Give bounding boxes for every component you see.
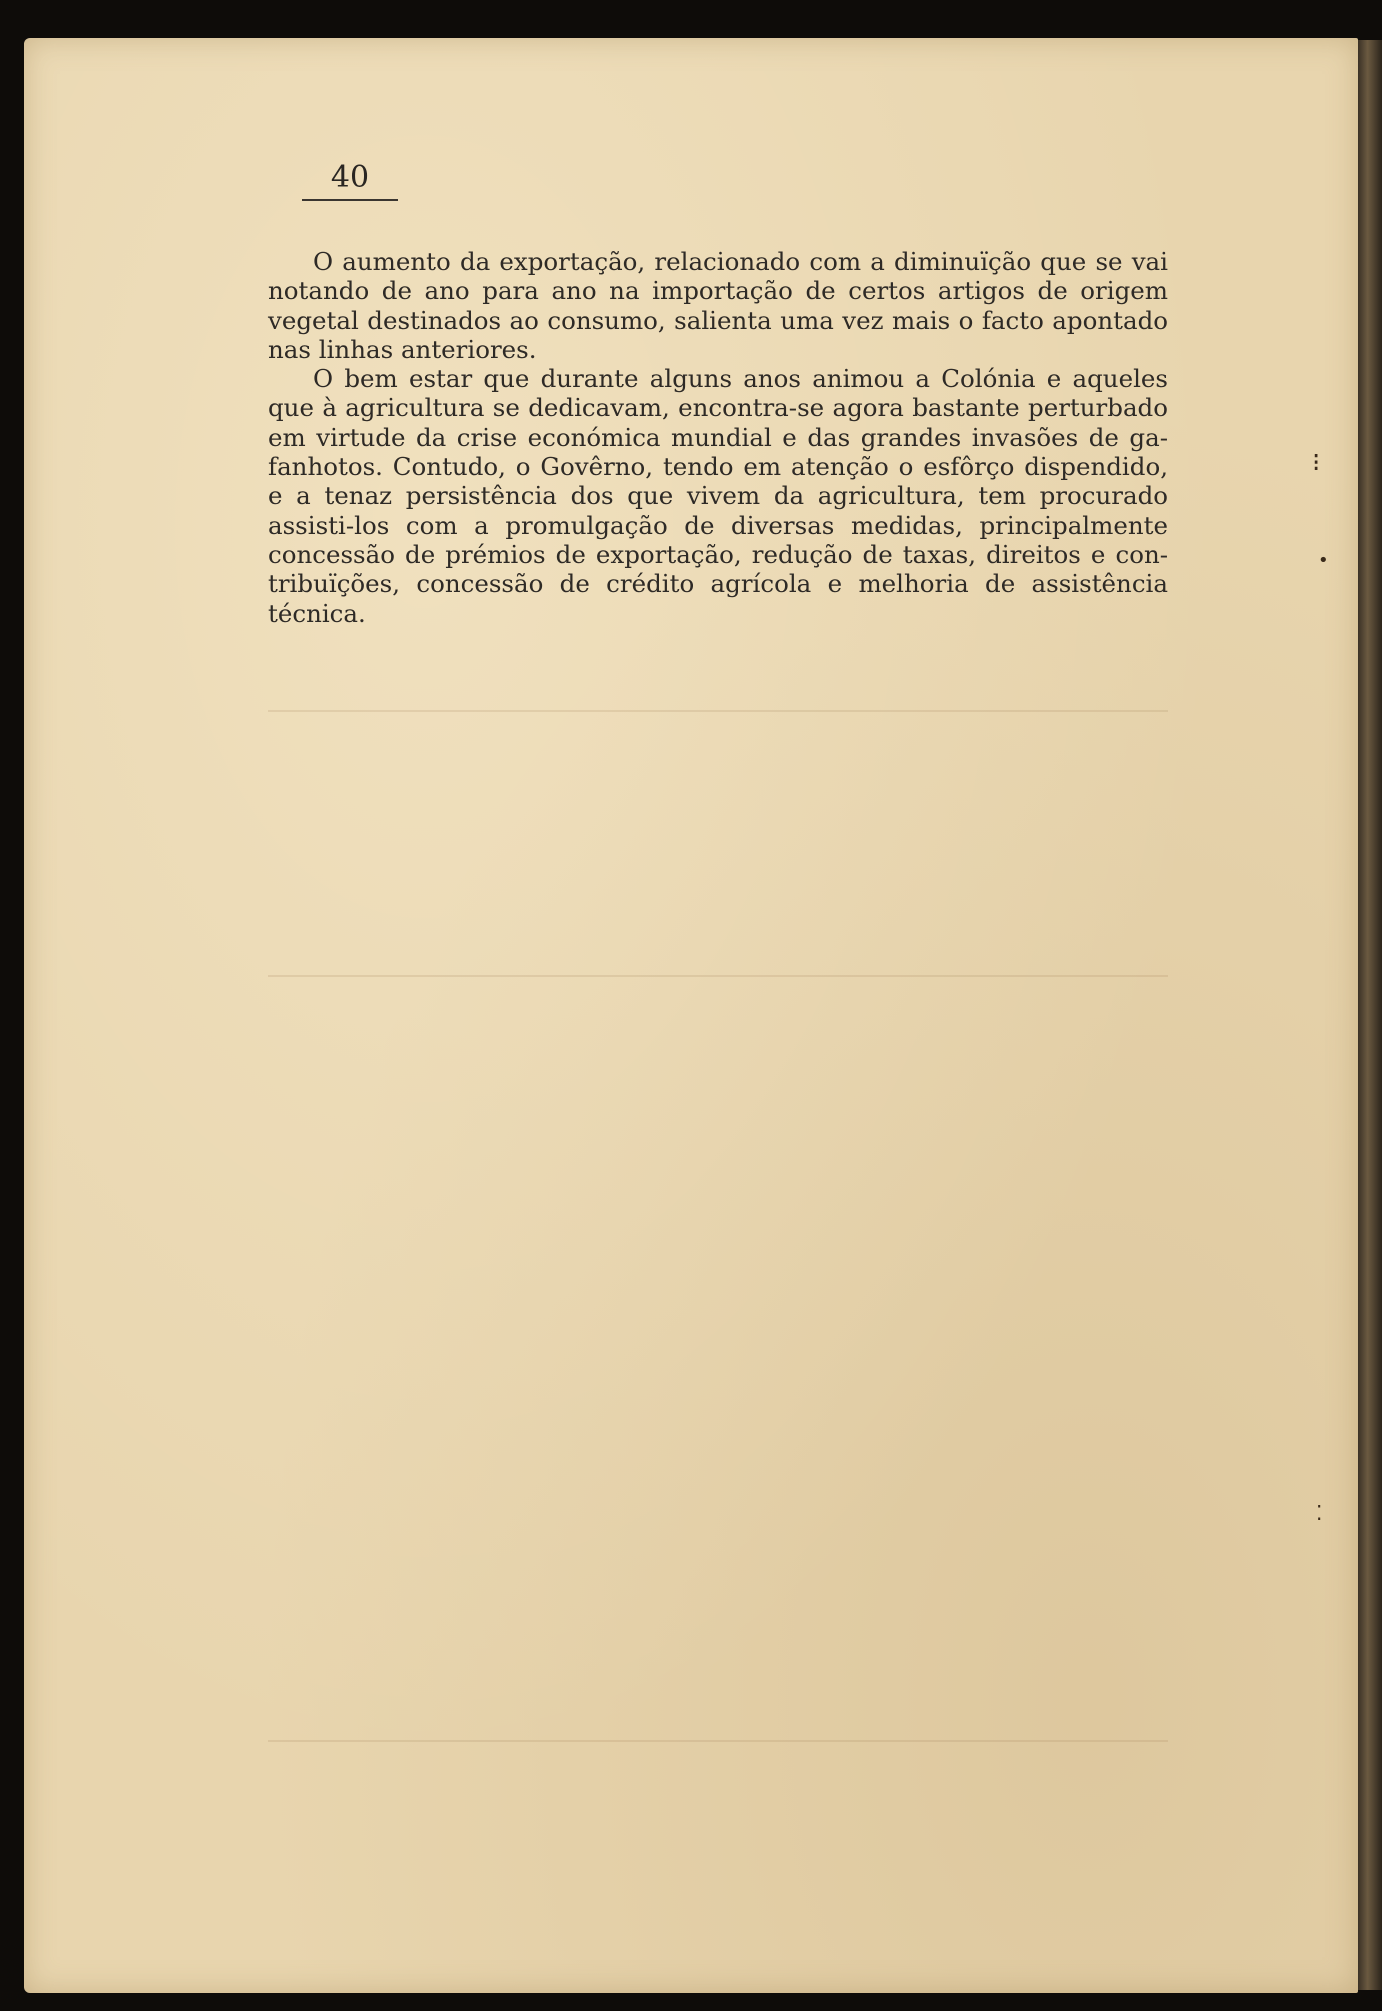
- page-number-underline: [302, 199, 398, 201]
- binding-edge: [1358, 40, 1382, 1990]
- faint-rule: [268, 710, 1168, 712]
- paragraph-1: O aumento da exportação, relacionado com a diminuïção que se vai notando de ano para ano na importação de certos artigos de origem vegetal destinados ao consumo, salienta uma vez mais o facto apontado nas linhas anteriores.: [268, 247, 1168, 364]
- ink-mark: •: [1318, 550, 1329, 571]
- ink-mark: ⁝: [1312, 448, 1321, 478]
- page-number: 40: [330, 160, 370, 195]
- faint-rule: [268, 1740, 1168, 1742]
- paragraph-2: O bem estar que durante alguns anos animou a Colónia e aqueles que à agricultura se dedicavam, encontra-se agora bastante perturbado em virtude da crise económica mundial e das grandes invasões de gafanhotos. Contudo, o Govêrno, tendo em atenção o esfôrço dispendido, e a tenaz persistência dos que vivem da agricultura, tem procurado assisti-los com a promulgação de diversas medidas, principalmente concessão de prémios de exportação, redução de taxas, direitos e contribuïções, concessão de crédito agrícola e melhoria de assistência técnica.: [268, 364, 1168, 628]
- body-text: [268, 247, 1168, 628]
- faint-rule: [268, 975, 1168, 977]
- ink-mark: ⁚: [1316, 1501, 1323, 1525]
